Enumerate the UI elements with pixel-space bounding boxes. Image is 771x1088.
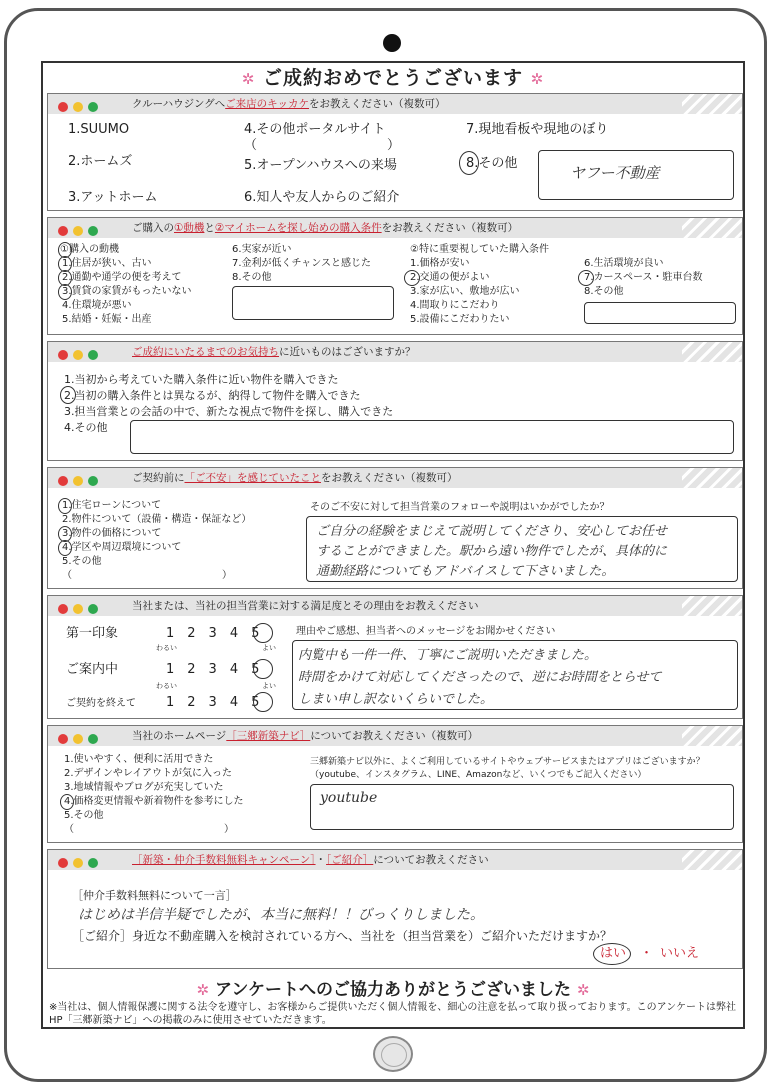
option[interactable]: 1.SUUMO <box>68 122 130 137</box>
option[interactable]: 5.結婚・妊娠・出産 <box>62 314 152 325</box>
page-title: ✲ ご成約おめでとうございます ✲ <box>241 67 545 89</box>
option[interactable]: 3.賃貸の家賃がもったいない <box>62 286 192 297</box>
answer-circle <box>404 270 420 286</box>
handwritten-answer: youtube <box>320 790 378 806</box>
option-blank: （ ） <box>64 824 234 835</box>
option[interactable]: 6.生活環境が良い <box>584 258 664 269</box>
rating-label: ご案内中 <box>66 662 119 677</box>
yes-option[interactable]: はい <box>600 946 627 961</box>
section-satisfaction <box>47 595 743 719</box>
option[interactable]: 5.その他 <box>62 556 102 567</box>
other-box[interactable] <box>232 286 394 320</box>
survey-sheet <box>41 61 745 1029</box>
tablet-frame <box>4 8 767 1082</box>
traffic-dots-icon <box>58 223 103 233</box>
answer-circle <box>578 270 594 286</box>
option[interactable]: 3.アットホーム <box>68 190 158 205</box>
answer-circle <box>60 794 74 810</box>
sub-title: ②特に重要視していた購入条件 <box>410 244 549 255</box>
option[interactable]: 4.学区や周辺環境について <box>62 542 182 553</box>
traffic-dots-icon <box>58 99 103 109</box>
option-blank: （ ） <box>62 570 232 581</box>
answer-circle <box>58 284 72 300</box>
section-concerns <box>47 467 743 589</box>
flower-icon: ✲ <box>241 70 256 88</box>
scale-bad: わるい <box>156 644 177 652</box>
answer-circle <box>253 659 273 679</box>
option[interactable]: 4.価格変更情報や新着物件を参考にした <box>64 796 244 807</box>
section-motivation <box>47 217 743 335</box>
flower-icon: ✲ <box>196 981 210 999</box>
flower-icon: ✲ <box>530 70 545 88</box>
rating-scale[interactable]: 1 2 3 4 5 <box>166 626 260 641</box>
scale-bad: わるい <box>156 682 177 690</box>
rating-label: ご契約を終えて <box>66 698 136 709</box>
section-header: ご成約にいたるまでのお気持ちに近いものはございますか？ <box>48 342 742 362</box>
no-option[interactable]: いいえ <box>660 946 700 961</box>
option[interactable]: 4.その他ポータルサイト <box>244 122 386 137</box>
option[interactable]: 1.価格が安い <box>410 258 470 269</box>
rating-scale[interactable]: 1 2 3 4 5 <box>166 662 260 677</box>
question: 理由やご感想、担当者へのメッセージをお聞かせください <box>296 626 556 637</box>
option[interactable]: 1.住宅ローンについて <box>62 500 162 511</box>
section-campaign <box>47 849 743 969</box>
option[interactable]: 2.デザインやレイアウトが気に入った <box>64 768 233 779</box>
thanks-title: ✲ アンケートへのご協力ありがとうございました ✲ <box>196 980 590 1000</box>
answer-circle <box>58 498 72 514</box>
option[interactable]: 3.家が広い、敷地が広い <box>410 286 520 297</box>
option[interactable]: 4.間取りにこだわり <box>410 300 500 311</box>
separator: ・ <box>640 946 654 961</box>
option[interactable]: 2.当初の購入条件とは異なるが、納得して物件を購入できた <box>64 389 361 402</box>
handwritten-answer: はじめは半信半疑でしたが、本当に無料！！びっくりしました。 <box>78 907 484 923</box>
other-box[interactable] <box>130 420 734 454</box>
section-homepage <box>47 725 743 843</box>
rating-label: 第一印象 <box>66 626 119 641</box>
other-box[interactable] <box>584 302 736 324</box>
answer-circle <box>60 386 76 404</box>
option[interactable]: 7.カースペース・駐車台数 <box>584 272 703 283</box>
option[interactable]: 7.金利が低くチャンスと感じた <box>232 258 371 269</box>
section-feelings <box>47 341 743 461</box>
option[interactable]: 3.地域情報やブログが充実していた <box>64 782 224 793</box>
option[interactable]: 3.物件の価格について <box>62 528 162 539</box>
option[interactable]: 6.実家が近い <box>232 244 292 255</box>
scale-good: よい <box>262 644 276 652</box>
section-header: ［新築・仲介手数料無料キャンペーン］・［ご紹介］についてお教えください <box>48 850 742 870</box>
option[interactable]: 8.その他 <box>466 156 518 171</box>
option[interactable]: 1.当初から考えていた購入条件に近い物件を購入できた <box>64 373 339 386</box>
section-header: ご契約前に「ご不安」を感じていたことをお教えください（複数可） <box>48 468 742 488</box>
section-header: ご購入の①動機と②マイホームを探し始めの購入条件をお教えください（複数可） <box>48 218 742 238</box>
sub-title: ［仲介手数料無料について一言］ <box>72 889 237 902</box>
option[interactable]: 5.オープンハウスへの来場 <box>244 158 397 173</box>
handwritten-answer: 通勤経路についてもアドバイスして下さいました。 <box>316 564 615 579</box>
flower-icon: ✲ <box>576 981 590 999</box>
handwritten-answer: することができました。駅から遠い物件でしたが、具体的に <box>316 544 668 559</box>
handwritten-answer: ご自分の経験をまじえて説明してくださり、安心してお任せ <box>316 524 668 539</box>
option-blank: （ ） <box>244 138 401 153</box>
handwritten-answer: 内覧中も一件一件、丁寧にご説明いただきました。 <box>298 648 598 663</box>
traffic-dots-icon <box>58 855 103 865</box>
rating-scale[interactable]: 1 2 3 4 5 <box>166 695 260 710</box>
section-header: 当社または、当社の担当営業に対する満足度とその理由をお教えください <box>48 596 742 616</box>
traffic-dots-icon <box>58 601 103 611</box>
option[interactable]: 1.使いやすく、便利に活用できた <box>64 754 214 765</box>
traffic-dots-icon <box>58 347 103 357</box>
privacy-footer: ※当社は、個人情報保護に関する法令を遵守し、お客様からご提供いただく個人情報を、細心の注意を払って取り扱っております。このアンケートは弊社HP「三郷新築ナビ」への掲載のみに使用させていただきます。 <box>49 1002 736 1026</box>
option[interactable]: 5.設備にこだわりたい <box>410 314 510 325</box>
option[interactable]: 2.物件について（設備・構造・保証など） <box>62 514 252 525</box>
question: 三郷新築ナビ以外に、よくご利用しているサイトやウェブサービスまたはアプリはございますか？ <box>310 757 705 767</box>
option[interactable]: 8.その他 <box>232 272 272 283</box>
section-visit-trigger <box>47 93 743 211</box>
question: ［ご紹介］身近な不動産購入を検討されている方へ、当社を（担当営業を）ご紹介いただけますか？ <box>72 929 613 943</box>
option[interactable]: 5.その他 <box>64 810 104 821</box>
option[interactable]: 2.通勤や通学の便を考えて <box>62 272 182 283</box>
question: そのご不安に対して担当営業のフォローや説明はいかがでしたか？ <box>310 502 610 513</box>
question-note: （youtube、インスタグラム、LINE、Amazonなど、いくつでもご記入ください） <box>310 770 647 780</box>
section-header: クルーハウジングへご来店のキッカケをお教えください（複数可） <box>48 94 742 114</box>
handwritten-answer: ヤフー不動産 <box>570 164 660 182</box>
scale-good: よい <box>262 682 276 690</box>
option[interactable]: 4.住環境が悪い <box>62 300 132 311</box>
option[interactable]: 4.その他 <box>64 421 108 434</box>
handwritten-answer: しまい申し訳ないくらいでした。 <box>298 692 494 707</box>
handwritten-answer: 時間をかけて対応してくださったので、逆にお時間をとらせて <box>298 670 662 685</box>
option[interactable]: 8.その他 <box>584 286 624 297</box>
option[interactable]: 3.担当営業との会話の中で、新たな視点で物件を探し、購入できた <box>64 405 394 418</box>
traffic-dots-icon <box>58 473 103 483</box>
option[interactable]: 2.ホームズ <box>68 154 133 169</box>
section-header: 当社のホームページ［三郷新築ナビ］についてお教えください（複数可） <box>48 726 742 746</box>
answer-circle <box>253 623 273 643</box>
answer-circle <box>253 692 273 712</box>
option[interactable]: 6.知人や友人からのご紹介 <box>244 190 400 205</box>
home-button[interactable] <box>373 1036 413 1072</box>
sub-title: ①購入の動機 <box>60 244 119 255</box>
traffic-dots-icon <box>58 731 103 741</box>
option[interactable]: 7.現地看板や現地のぼり <box>466 122 609 137</box>
option[interactable]: 1.住居が狭い、古い <box>62 258 152 269</box>
answer-circle <box>58 540 72 556</box>
option[interactable]: 2.交通の便がよい <box>410 272 490 283</box>
camera-icon <box>383 34 401 52</box>
